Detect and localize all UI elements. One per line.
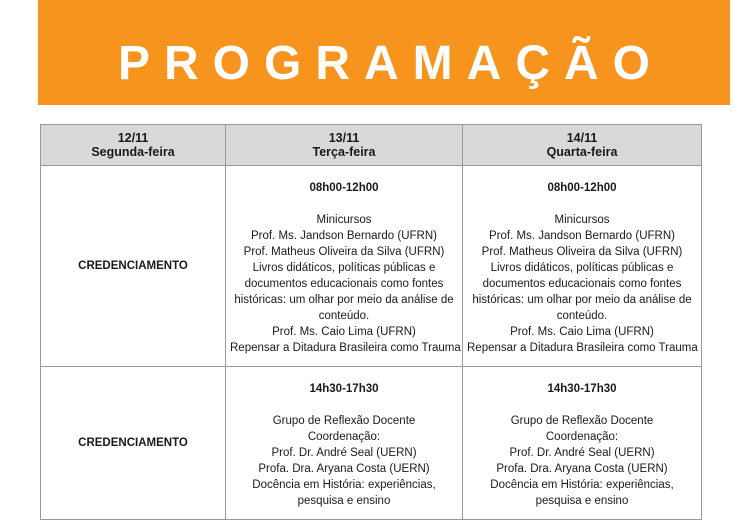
session-line: Grupo de Reflexão Docente <box>272 415 416 427</box>
column-date: 12/11 <box>117 131 149 145</box>
session-line: Minicursos <box>316 214 372 226</box>
session-line: pesquisa e ensino <box>535 495 629 507</box>
schedule-table <box>40 124 702 520</box>
table-header-row <box>41 125 702 166</box>
session-line: Prof. Matheus Oliveira da Silva (UFRN) <box>481 246 683 258</box>
session-line: Profa. Dra. Aryana Costa (UERN) <box>496 463 668 475</box>
session-line: Minicursos <box>554 214 610 226</box>
session-line: Prof. Ms. Caio Lima (UFRN) <box>510 326 654 338</box>
column-header-day-2 <box>226 125 463 166</box>
session-line: pesquisa e ensino <box>297 495 391 507</box>
session-line: Coordenação: <box>545 431 619 443</box>
session-line: Prof. Dr. André Seal (UERN) <box>509 447 655 459</box>
session-cell <box>226 166 463 367</box>
page-title: PROGRAMAÇÃO <box>118 37 664 90</box>
column-weekday: Segunda-feira <box>91 145 175 159</box>
session-line: Prof. Ms. Caio Lima (UFRN) <box>272 326 416 338</box>
session-line: Profa. Dra. Aryana Costa (UERN) <box>258 463 430 475</box>
session-line: históricas: um olhar por meio da análise de <box>472 294 692 306</box>
table-row <box>41 367 702 520</box>
row-label: CREDENCIAMENTO <box>41 166 226 367</box>
session-line: Coordenação: <box>307 431 381 443</box>
column-header-day-1 <box>41 125 226 166</box>
session-time: 08h00-12h00 <box>309 182 379 194</box>
table-row <box>41 166 702 367</box>
session-line: Prof. Ms. Jandson Bernardo (UFRN) <box>251 230 437 242</box>
column-weekday: Quarta-feira <box>546 145 618 159</box>
row-label: CREDENCIAMENTO <box>41 367 226 520</box>
column-header-day-3 <box>463 125 702 166</box>
session-line: Livros didáticos, políticas públicas e <box>252 262 436 274</box>
session-cell <box>226 367 463 520</box>
session-line: Prof. Matheus Oliveira da Silva (UFRN) <box>243 246 445 258</box>
session-line: Prof. Dr. André Seal (UERN) <box>271 447 417 459</box>
session-time: 14h30-17h30 <box>547 383 617 395</box>
session-line: Livros didáticos, políticas públicas e <box>490 262 674 274</box>
session-line: Repensar a Ditadura Brasileira como Trauma <box>230 342 461 354</box>
session-line: Docência em História: experiências, <box>490 479 674 491</box>
session-line: documentos educacionais como fontes <box>244 278 444 290</box>
session-time: 14h30-17h30 <box>309 383 379 395</box>
session-cell <box>463 367 702 520</box>
session-line: conteúdo. <box>556 310 608 322</box>
header-banner <box>38 0 730 105</box>
session-line: Repensar a Ditadura Brasileira como Trauma <box>467 342 698 354</box>
session-line: conteúdo. <box>318 310 370 322</box>
column-date: 14/11 <box>566 131 598 145</box>
session-cell <box>463 166 702 367</box>
session-line: Prof. Ms. Jandson Bernardo (UFRN) <box>489 230 675 242</box>
column-weekday: Terça-feira <box>312 145 376 159</box>
session-line: Grupo de Reflexão Docente <box>510 415 654 427</box>
session-time: 08h00-12h00 <box>547 182 617 194</box>
column-date: 13/11 <box>328 131 360 145</box>
session-line: documentos educacionais como fontes <box>482 278 682 290</box>
session-line: Docência em História: experiências, <box>252 479 436 491</box>
session-line: históricas: um olhar por meio da análise de <box>234 294 454 306</box>
